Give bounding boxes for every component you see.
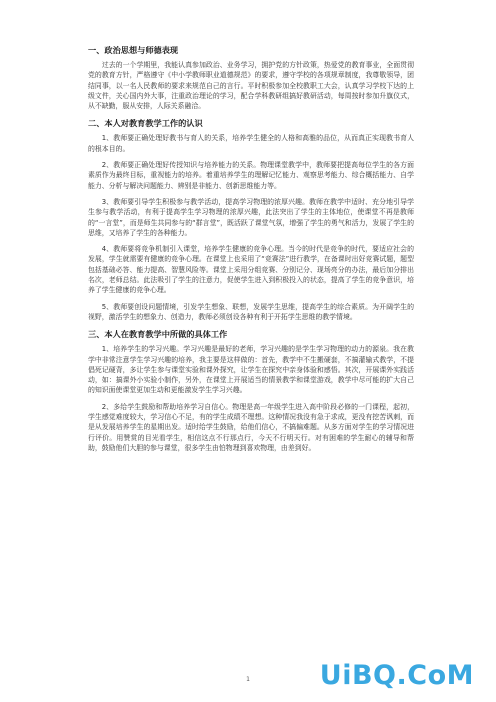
paragraph: 2、教师要正确处理好传授知识与培养能力的关系。物理课堂教学中，教师要把提高每位学生的各方面素质作为最终目标，重视能力的培养。着重培养学生的理解记忆能力、观察思考能力、综合概括能力、自学能力、分析与解决问题能力、辨别是非能力、创新思维能力等。 [88,161,414,190]
paragraph: 3、教师要引导学生积极参与教学活动，提高学习物理的浓厚兴趣。教师在教学中适时、充分地引导学生参与教学活动，有利于提高学生学习物理的浓厚兴趣，此法突出了学生的主体地位，使课堂不再是教师的“一言堂”，而是师生共同参与的“群言堂”，既活跃了课堂气氛，增强了学生的勇气和活力，发展了学生的思维，又培养了学生的各种能力。 [88,197,414,237]
section-understanding [88,117,414,322]
paragraph: 2、多给学生鼓励和帮助培养学习自信心。物理是高一年级学生进入高中阶段必修的一门课程，起初，学生感觉难度较大，学习信心不足，有的学生成绩不理想。这种情况我没有急于求成，更没有挖苦讽刺，而是从发展培养学生的星期出发。适时给学生鼓励，给他们信心，不搞偏难题。从多方面对学生的学习情况进行评价。用赞赏的目光看学生，相信这点不行那点行，今天不行明天行。对有困难的学生耐心的辅导和帮助，鼓励他们大胆的参与课堂，很多学生由怕物理到喜欢物理，由差到好。 [88,402,414,452]
section-work [88,328,414,453]
section-heading: 一、政治思想与师德表现 [88,45,179,55]
paragraph: 1、教师要正确处理好教书与育人的关系，培养学生健全的人格和高雅的品位，从而真正实现教书育人的根本目的。 [88,134,414,153]
section-heading: 二、本人对教育教学工作的认识 [88,118,203,129]
page-number: 1 [246,676,250,683]
paragraph: 5、教师要创设问题情境，引发学生想象、联想，发展学生思维，提高学生的综合素质。为开阔学生的视野，激活学生的想象力、创造力，教师必须创设各种有利于开拓学生思维的教学情境。 [88,302,414,321]
section-heading: 三、本人在教育教学中所做的具体工作 [88,329,228,340]
paragraph: 1、培养学生的学习兴趣。学习兴趣是最好的老师，学习兴趣的是学生学习物理的动力的源泉。我在教学中非常注意学生学习兴趣的培养，我主要是这样做的：首先，教学中不生搬硬套，不搞灌输式教学，不提倡死记硬背，多让学生参与课堂实验和课外探究，让学生在探究中亲身体验和感悟。其次，开展课外实践活动，如：搞课外小实验小制作，另外，在课堂上开展适当的情景教学和课堂游戏，教学中尽可能的扩大自己的知识面使课堂更加生动和更能激发学生学习兴趣。 [88,345,414,395]
watermark-logo: UiBQ.CoM [319,660,474,691]
document-body [88,44,414,459]
section-political [88,44,414,111]
paragraph: 过去的一个学期里，我能认真参加政治、业务学习，拥护党的方针政策，热爱党的教育事业，全面贯彻党的教育方针，严格遵守《中小学教师职业道德规范》的要求，遵守学校的各项规章制度，我尊敬领导，团结同事，以一名人民教师的要求来规范自己的言行。平时积极参加全校教职工大会，认真学习学校下达的上级文件，关心国内外大事，注重政治理论的学习，配合学科教研组搞好教研活动，每周按时参加升旗仪式，从不缺勤，服从安排，人际关系融洽。 [88,61,414,111]
paragraph: 4、教师要将竞争机制引入课堂，培养学生健康的竞争心理。当今的时代是竞争的时代，要适应社会的发展，学生就需要有健康的竞争心理。在课堂上也采用了“竞赛法”进行教学，在备课时出好竞赛试题，题型包括基础必答、能力提高、智慧风险等。课堂上采用分组竞赛、分别记分、现场亮分的办法，最后加分排出名次，老师总结。此法吸引了学生的注意力，促使学生进入到积极投入的状态，提高了学生的竞争意识，培养了学生健康的竞争心理。 [88,245,414,295]
